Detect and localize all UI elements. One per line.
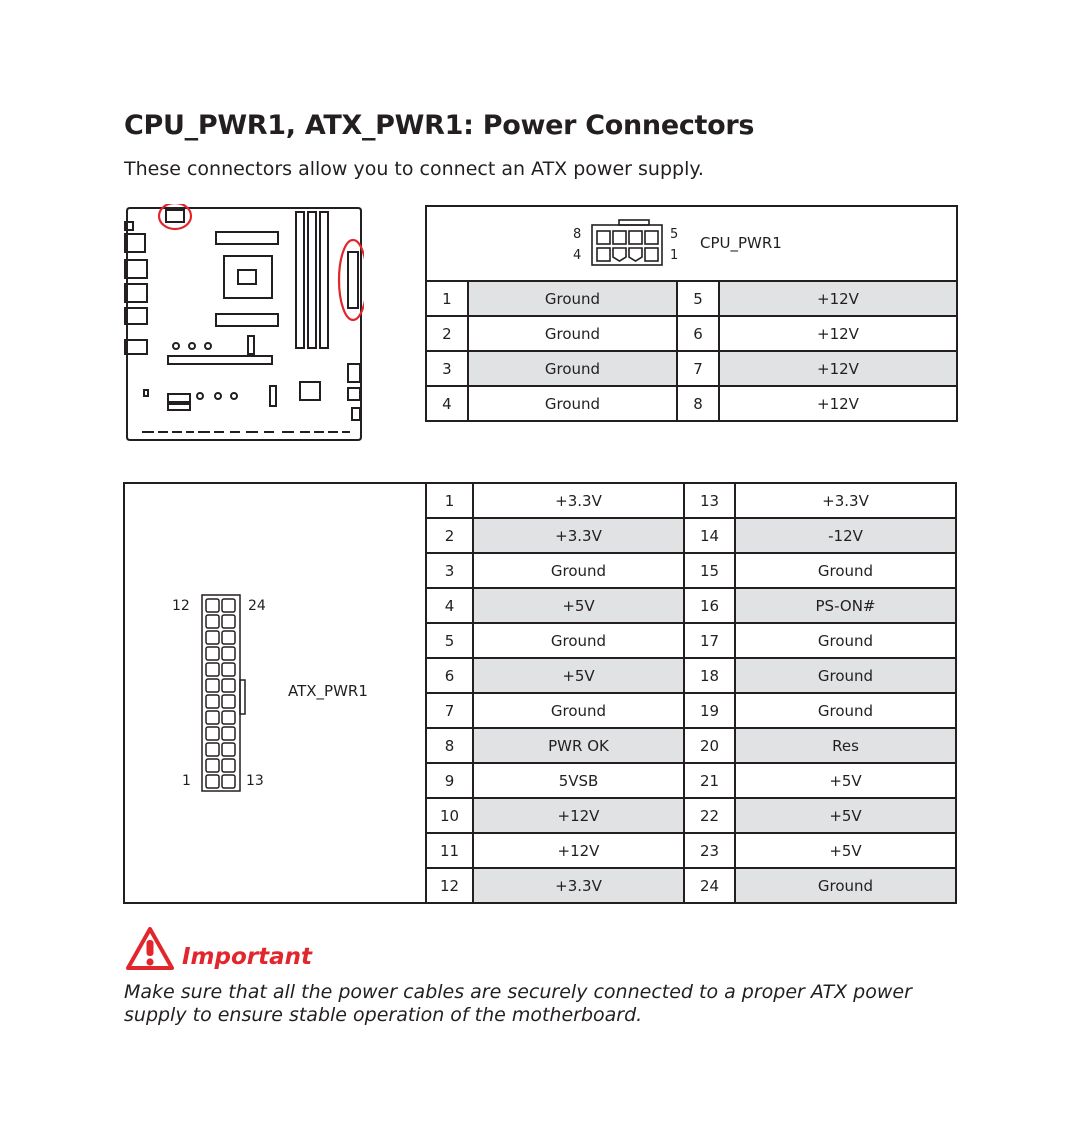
pin-signal: Ground bbox=[468, 281, 677, 316]
atx-pin bbox=[222, 631, 235, 644]
atx-pin bbox=[222, 695, 235, 708]
pin-number: 17 bbox=[684, 623, 735, 658]
cpu-pin-mark-8: 8 bbox=[573, 227, 582, 242]
pin-number: 8 bbox=[426, 728, 473, 763]
atx-pin bbox=[222, 775, 235, 788]
pin-number: 1 bbox=[426, 483, 473, 518]
pin-signal: +12V bbox=[719, 351, 957, 386]
pin-number: 2 bbox=[426, 518, 473, 553]
pin-number: 8 bbox=[677, 386, 719, 421]
atx-pin-mark-12: 12 bbox=[172, 598, 190, 614]
pin-number: 7 bbox=[426, 693, 473, 728]
cpu-pin-mark-1: 1 bbox=[670, 248, 679, 263]
atx-connector-latch bbox=[240, 680, 245, 714]
page-title: CPU_PWR1, ATX_PWR1: Power Connectors bbox=[124, 110, 755, 141]
atx-pin bbox=[206, 631, 219, 644]
pin-number: 2 bbox=[426, 316, 468, 351]
table-row bbox=[426, 351, 957, 386]
pin-number: 4 bbox=[426, 588, 473, 623]
pin-signal: +12V bbox=[473, 833, 684, 868]
cpu-pin-mark-4: 4 bbox=[573, 248, 582, 263]
pin-signal: +12V bbox=[719, 281, 957, 316]
pin-signal: +3.3V bbox=[473, 868, 684, 903]
pin-number: 3 bbox=[426, 351, 468, 386]
atx-pin bbox=[206, 647, 219, 660]
pin-number: 18 bbox=[684, 658, 735, 693]
pin-number: 21 bbox=[684, 763, 735, 798]
atx-pin bbox=[206, 679, 219, 692]
pin-signal: +12V bbox=[719, 316, 957, 351]
pin-number: 11 bbox=[426, 833, 473, 868]
warning-icon bbox=[124, 925, 176, 973]
pin-signal: 5VSB bbox=[473, 763, 684, 798]
pin-signal: PWR OK bbox=[473, 728, 684, 763]
atx-pin bbox=[222, 615, 235, 628]
pin-signal: Ground bbox=[473, 693, 684, 728]
pin-signal: +5V bbox=[473, 658, 684, 693]
atx-pin bbox=[206, 743, 219, 756]
pin-signal: Res bbox=[735, 728, 956, 763]
pin-number: 6 bbox=[677, 316, 719, 351]
pin-number: 7 bbox=[677, 351, 719, 386]
important-title: Important bbox=[182, 944, 313, 970]
pin-signal: +3.3V bbox=[735, 483, 956, 518]
highlight-circles bbox=[159, 204, 364, 320]
atx-pin bbox=[222, 711, 235, 724]
pin-signal: +5V bbox=[735, 833, 956, 868]
pin-number: 16 bbox=[684, 588, 735, 623]
pin-number: 15 bbox=[684, 553, 735, 588]
pin-number: 6 bbox=[426, 658, 473, 693]
pin-number: 13 bbox=[684, 483, 735, 518]
pin-signal: +5V bbox=[473, 588, 684, 623]
pin-number: 14 bbox=[684, 518, 735, 553]
atx-pin bbox=[206, 727, 219, 740]
pin-signal: +3.3V bbox=[473, 518, 684, 553]
pin-signal: -12V bbox=[735, 518, 956, 553]
pin-number: 4 bbox=[426, 386, 468, 421]
atx-pin-mark-24: 24 bbox=[248, 598, 266, 614]
atx-pin bbox=[206, 759, 219, 772]
pin-number: 9 bbox=[426, 763, 473, 798]
pin-signal: Ground bbox=[735, 553, 956, 588]
pin-signal: +5V bbox=[735, 763, 956, 798]
pin-number: 20 bbox=[684, 728, 735, 763]
table-row bbox=[426, 728, 956, 763]
pin-signal: +12V bbox=[473, 798, 684, 833]
pin-signal: Ground bbox=[735, 693, 956, 728]
page-description: These connectors allow you to connect an ATX power supply. bbox=[124, 158, 704, 180]
important-text: Make sure that all the power cables are securely connected to a proper ATX power supply to ensure stable operation of the motherboard. bbox=[124, 981, 912, 1026]
atx-pin-mark-13: 13 bbox=[246, 773, 264, 789]
pin-number: 10 bbox=[426, 798, 473, 833]
pin-number: 24 bbox=[684, 868, 735, 903]
atx-pwr-connector-icon bbox=[168, 592, 278, 794]
table-row bbox=[426, 553, 956, 588]
table-row bbox=[426, 658, 956, 693]
pin-number: 5 bbox=[677, 281, 719, 316]
table-row bbox=[426, 281, 957, 316]
table-row bbox=[426, 588, 956, 623]
pin-signal: +3.3V bbox=[473, 483, 684, 518]
atx-pin bbox=[222, 727, 235, 740]
table-row bbox=[426, 693, 956, 728]
pin-signal: Ground bbox=[468, 316, 677, 351]
atx-pin bbox=[206, 663, 219, 676]
pin-signal: +5V bbox=[735, 798, 956, 833]
pin-number: 22 bbox=[684, 798, 735, 833]
table-row bbox=[426, 798, 956, 833]
atx-pin bbox=[206, 711, 219, 724]
cpu-pwr-table bbox=[425, 205, 958, 422]
cpu-pwr-connector-icon bbox=[567, 217, 691, 269]
table-row bbox=[426, 386, 957, 421]
pin-number: 3 bbox=[426, 553, 473, 588]
cpu-pwr-header bbox=[426, 206, 957, 281]
pin-number: 1 bbox=[426, 281, 468, 316]
pin-signal: Ground bbox=[473, 553, 684, 588]
table-row bbox=[426, 316, 957, 351]
table-row bbox=[426, 833, 956, 868]
atx-pin bbox=[222, 759, 235, 772]
atx-pwr-table bbox=[425, 482, 957, 904]
pin-signal: +12V bbox=[719, 386, 957, 421]
table-row bbox=[426, 763, 956, 798]
atx-pin bbox=[222, 599, 235, 612]
atx-pin bbox=[222, 743, 235, 756]
cpu-pin-mark-5: 5 bbox=[670, 227, 679, 242]
cpu-pwr-label: CPU_PWR1 bbox=[700, 234, 782, 252]
pin-signal: Ground bbox=[468, 386, 677, 421]
pin-signal: Ground bbox=[735, 658, 956, 693]
table-row bbox=[426, 518, 956, 553]
pin-signal: Ground bbox=[473, 623, 684, 658]
pin-signal: Ground bbox=[468, 351, 677, 386]
atx-pin bbox=[206, 695, 219, 708]
pin-signal: Ground bbox=[735, 623, 956, 658]
table-row bbox=[426, 868, 956, 903]
pin-number: 5 bbox=[426, 623, 473, 658]
atx-pwr-label: ATX_PWR1 bbox=[288, 682, 368, 700]
motherboard-diagram bbox=[124, 204, 364, 444]
pin-signal: PS-ON# bbox=[735, 588, 956, 623]
pin-number: 12 bbox=[426, 868, 473, 903]
pin-number: 23 bbox=[684, 833, 735, 868]
atx-pin bbox=[206, 599, 219, 612]
atx-pin bbox=[222, 647, 235, 660]
table-row bbox=[426, 483, 956, 518]
pin-signal: Ground bbox=[735, 868, 956, 903]
atx-pin bbox=[222, 679, 235, 692]
atx-pin bbox=[206, 775, 219, 788]
table-row bbox=[426, 623, 956, 658]
atx-pin bbox=[222, 663, 235, 676]
atx-pin-mark-1: 1 bbox=[182, 773, 191, 789]
atx-pin bbox=[206, 615, 219, 628]
pin-number: 19 bbox=[684, 693, 735, 728]
